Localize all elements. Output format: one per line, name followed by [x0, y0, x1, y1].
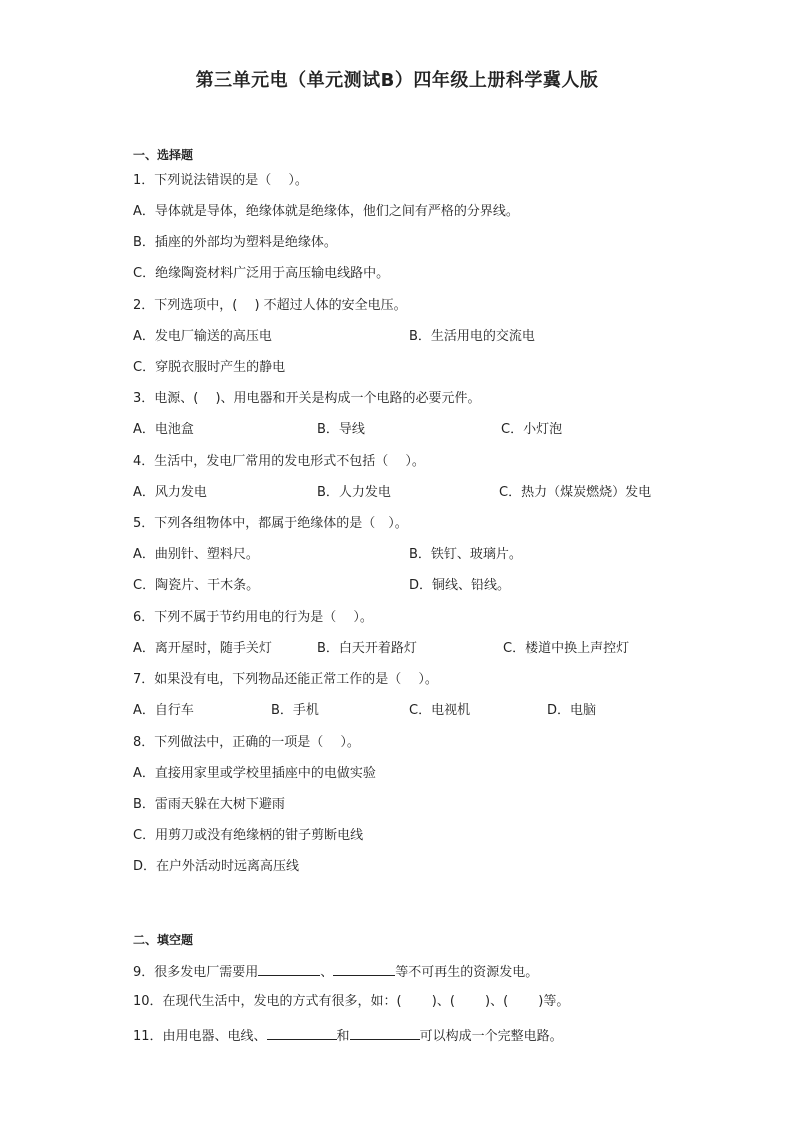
question-11-part-3: 可以构成一个完整电路。 — [419, 1029, 563, 1044]
question-9-part-2: 、 — [320, 965, 334, 980]
question-2-option-a: A．发电厂输送的高压电 — [133, 329, 272, 344]
question-8-stem: 8．下列做法中，正确的一项是（ ）。 — [133, 735, 360, 750]
question-11 — [133, 1025, 563, 1046]
question-9-part-3: 等不可再生的资源发电。 — [395, 965, 539, 980]
answer-blank[interactable] — [258, 961, 320, 976]
question-7-option-b: B．手机 — [271, 703, 319, 718]
question-7-stem: 7．如果没有电，下列物品还能正常工作的是（ ）。 — [133, 672, 438, 687]
section-heading-choice: 一、选择题 — [133, 148, 194, 162]
question-5-option-c: C．陶瓷片、干木条。 — [133, 578, 260, 593]
question-2-option-b: B．生活用电的交流电 — [409, 329, 535, 344]
question-3-option-c: C．小灯泡 — [501, 422, 563, 437]
answer-blank[interactable] — [350, 1025, 420, 1040]
question-11-part-1: 11．由用电器、电线、 — [133, 1029, 267, 1044]
question-6-option-a: A．离开屋时，随手关灯 — [133, 641, 272, 656]
question-4-option-b: B．人力发电 — [317, 485, 391, 500]
question-10: 10．在现代生活中，发电的方式有很多，如：( )、( )、( )等。 — [133, 994, 570, 1009]
question-2-stem: 2．下列选项中，( ) 不超过人体的安全电压。 — [133, 298, 407, 313]
question-3-stem: 3．电源、( )、用电器和开关是构成一个电路的必要元件。 — [133, 391, 481, 406]
question-2-option-c: C．穿脱衣服时产生的静电 — [133, 360, 286, 375]
question-5-option-a: A．曲别针、塑料尺。 — [133, 547, 259, 562]
question-8-option-c: C．用剪刀或没有绝缘柄的钳子剪断电线 — [133, 828, 364, 843]
question-9-part-1: 9．很多发电厂需要用 — [133, 965, 259, 980]
question-4-option-c: C．热力（煤炭燃烧）发电 — [499, 485, 652, 500]
answer-blank[interactable] — [333, 961, 395, 976]
question-8-option-a: A．直接用家里或学校里插座中的电做实验 — [133, 766, 376, 781]
section-heading-fill-in: 二、填空题 — [133, 933, 194, 947]
question-5-option-d: D．铜线、铅线。 — [409, 578, 511, 593]
question-4-stem: 4．生活中，发电厂常用的发电形式不包括（ ）。 — [133, 454, 425, 469]
answer-blank[interactable] — [267, 1025, 337, 1040]
question-1-option-c: C．绝缘陶瓷材料广泛用于高压输电线路中。 — [133, 266, 390, 281]
question-4-option-a: A．风力发电 — [133, 485, 207, 500]
question-5-stem: 5．下列各组物体中，都属于绝缘体的是（ ）。 — [133, 516, 408, 531]
question-7-option-a: A．自行车 — [133, 703, 194, 718]
question-1-option-a: A．导体就是导体，绝缘体就是绝缘体，他们之间有严格的分界线。 — [133, 204, 519, 219]
question-6-option-b: B．白天开着路灯 — [317, 641, 417, 656]
question-9 — [133, 961, 538, 982]
question-3-option-a: A．电池盒 — [133, 422, 194, 437]
question-3-option-b: B．导线 — [317, 422, 365, 437]
question-5-option-b: B．铁钉、玻璃片。 — [409, 547, 522, 562]
question-1-option-b: B．插座的外部均为塑料是绝缘体。 — [133, 235, 337, 250]
question-1-stem: 1．下列说法错误的是（ ）。 — [133, 173, 308, 188]
question-6-stem: 6．下列不属于节约用电的行为是（ ）。 — [133, 610, 373, 625]
question-6-option-c: C．楼道中换上声控灯 — [503, 641, 630, 656]
question-7-option-c: C．电视机 — [409, 703, 471, 718]
question-8-option-d: D．在户外活动时远离高压线 — [133, 859, 300, 874]
question-11-part-2: 和 — [336, 1029, 350, 1044]
question-8-option-b: B．雷雨天躲在大树下避雨 — [133, 797, 285, 812]
question-7-option-d: D．电脑 — [547, 703, 597, 718]
page-title: 第三单元电（单元测试B）四年级上册科学冀人版 — [195, 70, 599, 91]
